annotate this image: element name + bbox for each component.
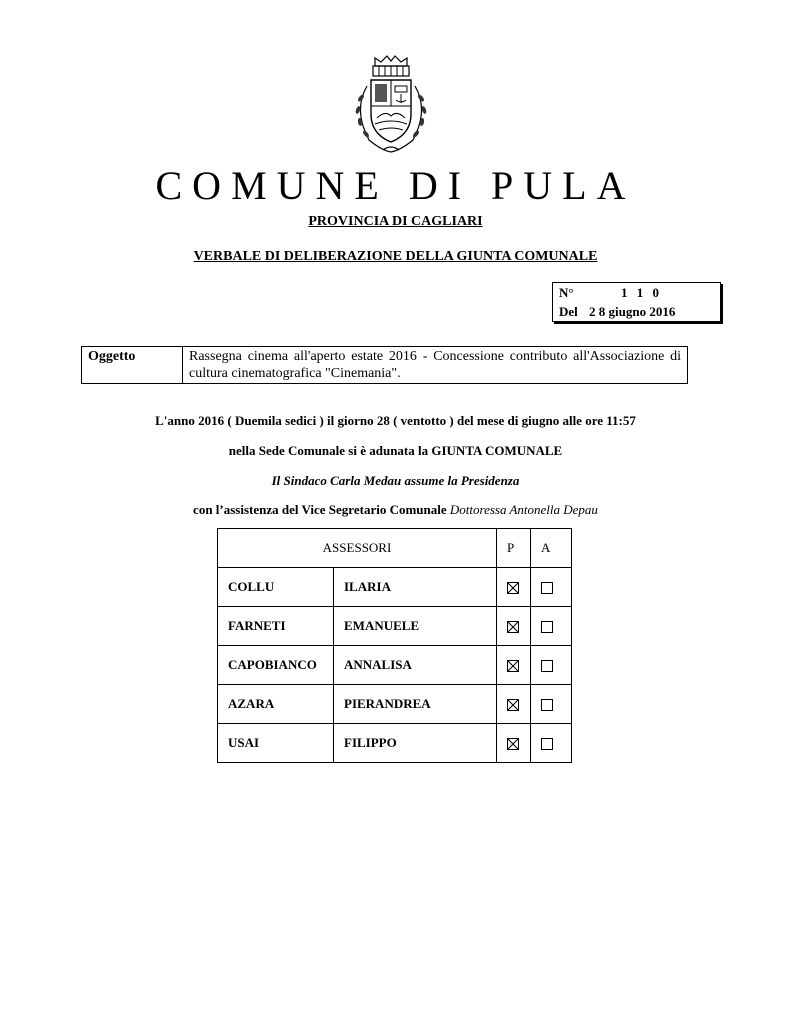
absent-checkbox [541, 582, 553, 594]
assessore-first-name: ILARIA [334, 568, 497, 607]
present-checkbox [507, 660, 519, 672]
subject-table [81, 346, 688, 384]
date-value: 2 8 giugno 2016 [589, 304, 676, 319]
assessore-surname: FARNETI [218, 607, 334, 646]
document-type-heading: VERBALE DI DELIBERAZIONE DELLA GIUNTA COMUNALE [193, 249, 598, 264]
table-row [218, 724, 572, 763]
municipal-crest-icon [341, 54, 441, 158]
absent-checkbox [541, 699, 553, 711]
absent-checkbox [541, 660, 553, 672]
absent-checkbox-cell [531, 568, 572, 607]
number-label: N° [559, 285, 574, 300]
assistance-line [0, 502, 791, 518]
absent-checkbox-cell [531, 646, 572, 685]
assessore-surname: USAI [218, 724, 334, 763]
present-header: P [497, 529, 531, 568]
absent-checkbox [541, 738, 553, 750]
subject-label: Oggetto [82, 347, 183, 384]
assessori-header: ASSESSORI [218, 529, 497, 568]
city-title: COMUNE DI PULA [155, 163, 636, 208]
assessore-first-name: EMANUELE [334, 607, 497, 646]
table-row [218, 646, 572, 685]
absent-checkbox-cell [531, 607, 572, 646]
present-checkbox-cell [497, 568, 531, 607]
deliberation-number-box [552, 282, 721, 322]
present-checkbox-cell [497, 724, 531, 763]
assessori-table [217, 528, 572, 763]
assessore-first-name: FILIPPO [334, 724, 497, 763]
assessore-surname: AZARA [218, 685, 334, 724]
vice-secretary-name: Dottoressa Antonella Depau [449, 502, 598, 517]
absent-header: A [531, 529, 572, 568]
table-row [218, 568, 572, 607]
province-heading: PROVINCIA DI CAGLIARI [308, 214, 483, 229]
assessore-first-name: PIERANDREA [334, 685, 497, 724]
meeting-date-line: L'anno 2016 ( Duemila sedici ) il giorno 28 ( ventotto ) del mese di giugno alle ore 11:57 [155, 413, 636, 428]
assessore-surname: CAPOBIANCO [218, 646, 334, 685]
present-checkbox [507, 621, 519, 633]
present-checkbox-cell [497, 685, 531, 724]
assessore-surname: COLLU [218, 568, 334, 607]
subject-text: Rassegna cinema all'aperto estate 2016 - Concessione contributo all'Associazione di cultura cinematografica "Cinemania". [183, 347, 688, 384]
assessore-first-name: ANNALISA [334, 646, 497, 685]
present-checkbox-cell [497, 607, 531, 646]
date-row [559, 304, 675, 320]
assessori-header-row [218, 529, 572, 568]
assistance-prefix: con l’assistenza del Vice Segretario Comunale [193, 502, 450, 517]
absent-checkbox-cell [531, 685, 572, 724]
table-row [218, 685, 572, 724]
present-checkbox-cell [497, 646, 531, 685]
meeting-place-line: nella Sede Comunale si è adunata la GIUNTA COMUNALE [228, 443, 563, 458]
absent-checkbox [541, 621, 553, 633]
table-row [218, 607, 572, 646]
present-checkbox [507, 738, 519, 750]
number-value: 1 1 0 [621, 285, 662, 300]
present-checkbox [507, 699, 519, 711]
absent-checkbox-cell [531, 724, 572, 763]
presidency-line: Il Sindaco Carla Medau assume la Presidenza [271, 473, 520, 488]
present-checkbox [507, 582, 519, 594]
number-row [559, 285, 662, 301]
date-label: Del [559, 304, 578, 319]
